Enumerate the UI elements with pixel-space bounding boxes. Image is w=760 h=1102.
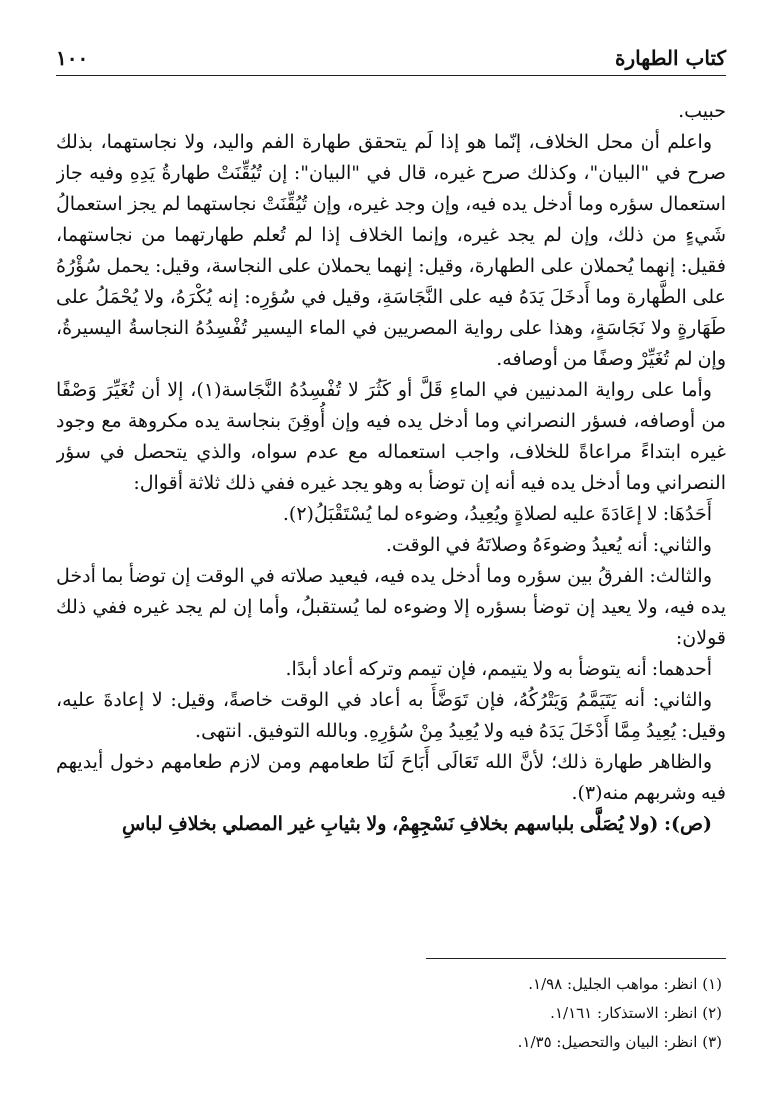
footnote-2: (٢) انظر: الاستذكار: ١/١٦١. [550,1004,722,1022]
paragraph-first-of-two: أحدهما: أنه يتوضأ به ولا يتيمم، فإن تيمم وتركه أعاد أبدًا. [285,658,712,680]
header-rule [56,75,726,76]
page-number: ١٠٠ [56,46,89,70]
paragraph-disagreement: واعلم أن محل الخلاف، إنّما هو إذا لَم يتحقق طهارة الفم واليد، ولا نجاستهما، بذلك صرح في "البيان"، وكذلك صرح غيره، قال في "البيان": إن تُيُقِّنَتْ طهارةُ يَدِهِ وفيه جاز استعمال سؤره وما أدخل يده فيه، وإن وجد غيره، وإن تُيُقِّنَتْ نجاستهما لم يجز استعمالُ شَيءٍ من ذلك، وإن لم يجد غيره، وإنما الخلاف إذا لم تُعلم طهارتهما من نجاستهما، فقيل: إنهما يُحملان على الطهارة، وقيل: إنهما يحملان على النجاسة، وقيل: يحمل سُؤْرُهُ على الطَّهارة وما أَدخَلَ يَدَهُ فيه على النَّجَاسَةِ، وقيل في سُؤرِه: إنه يُكْرَهُ، ولا يُحْمَلُ على طَهَارةٍ ولا نَجَاسَةٍ، وهذا على رواية المصريين في الماء اليسير تُفْسِدُهُ النجاسةُ اليسيرةُ، وإن لم تُغَيِّرْ وصفًا من أوصافه. [56,131,726,370]
paragraph-third-opinion: والثالث: الفرقُ بين سؤره وما أدخل يده فيه، فيعيد صلاته في الوقت إن توضأ بما أدخل يده فيه، ولا يعيد إن توضأ بسؤره إلا وضوءه لما يُستقبلُ، وأما إن لم يجد غيره ففي ذلك قولان: [56,565,726,649]
footnote-3: (٣) انظر: البيان والتحصيل: ١/٣٥. [517,1033,722,1051]
paragraph-text-ruling: (ص): (ولا يُصَلَّى بلباسهم بخلافِ نَسْجِهِمْ، ولا بثيابِ غير المصلي بخلافِ لباسِ [121,813,712,835]
paragraph-second-opinion: والثاني: أنه يُعيدُ وضوءَهُ وصلاتَهُ في الوقت. [385,534,712,556]
paragraph-second-of-two: والثاني: أنه يَتَيَمَّمُ وَيَتْرُكُهُ، فإن تَوَضَّأَ به أعاد في الوقت خاصةً، وقيل: لا إعادةَ عليه، وقيل: يُعِيدُ مِمَّا أَدْخَلَ يَدَهُ فيه ولا يُعِيدُ مِنْ سُؤرِهِ. وبالله التوفيق. انتهى. [56,689,726,742]
running-title: كتاب الطهارة [615,46,726,70]
page-header [56,42,726,72]
main-text [56,96,726,891]
paragraph-madinan-narration: وأما على رواية المدنيين في الماءِ قَلَّ أو كَثُرَ لا تُفْسِدُهُ النَّجَاسة(١)، إلا أن تُغَيِّرَ وَصْفًا من أوصافه، فسؤر النصراني وما أدخل يده فيه وإن أُوقِنَ بنجاسة يده مكروهة مع وجود غيره ابتداءً مراعاةً للخلاف، واجب استعماله مع عدم سواه، والذي يتحصل في سؤر النصراني وما أدخل يده فيه أنه إن توضأ به وهو يجد غيره ففي ذلك ثلاثة أقوال: [56,379,726,494]
paragraph-continuation: حبيب. [678,100,726,122]
footnote-rule [426,958,726,959]
footnote-1: (١) انظر: مواهب الجليل: ١/٩٨. [528,975,722,993]
footnotes [202,970,722,1057]
paragraph-first-opinion: أَحَدُهَا: لا إعَادَةَ عليه لصلاةٍ ويُعِيدُ، وضوءه لما يُسْتَقْبَلُ(٢). [282,503,712,525]
paragraph-conclusion: والظاهر طهارة ذلك؛ لأنَّ الله تَعَالَى أَبَاحَ لَنَا طعامهم ومن لازم طعامهم دخول أيديهم فيه وشربهم منه(٣). [56,751,726,804]
